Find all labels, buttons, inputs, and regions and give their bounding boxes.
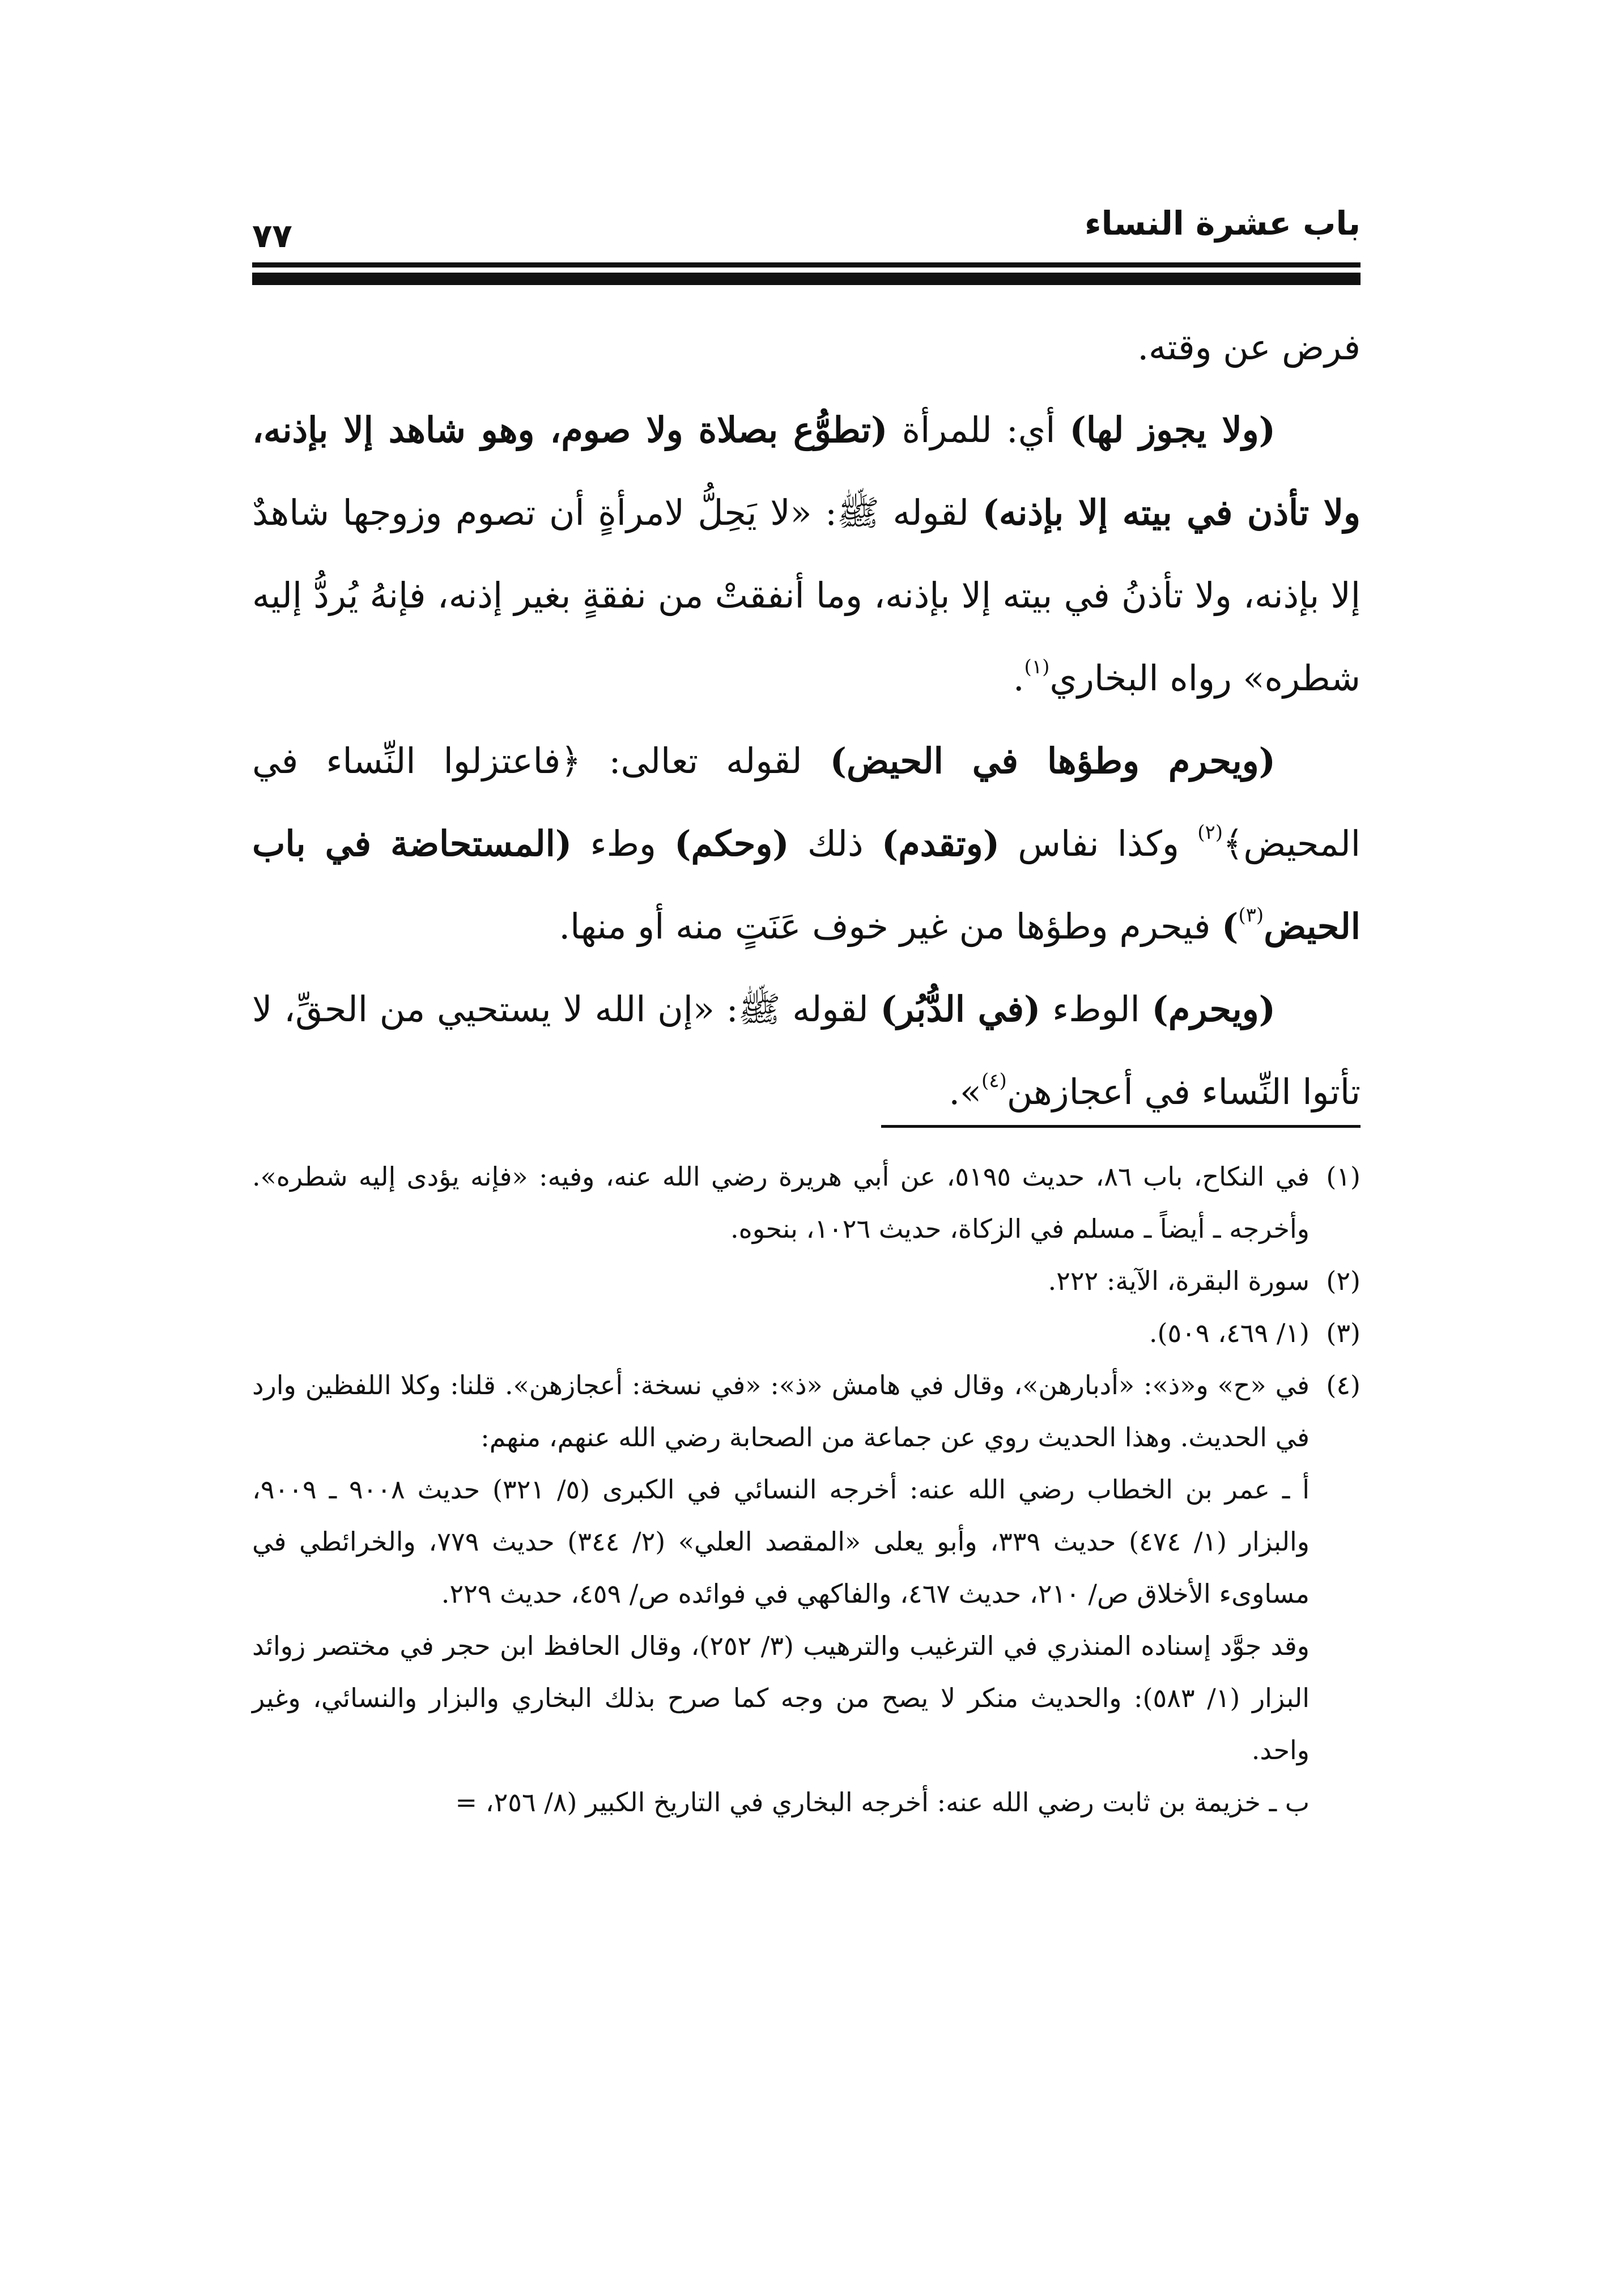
- footnote-text: (١/ ٤٦٩، ٥٠٩).: [1149, 1318, 1310, 1348]
- commentary-text: أي: للمرأة: [887, 409, 1070, 451]
- paragraph-3: [252, 968, 1361, 1133]
- commentary-text: وطء: [572, 823, 675, 864]
- footnote-4-grading: وقد جوَّد إسناده المنذري في الترغيب والترهيب (٣/ ٢٥٢)، وقال الحافظ ابن حجر في مختصر زوائد البزار (١/ ٥٨٣): والحديث منكر لا يصح من وجه كما صرح بذلك البخاري والبزار والنسائي، وغير واحد.: [252, 1630, 1310, 1765]
- punctuation: .: [1013, 657, 1024, 699]
- commentary-text: لقوله تعالى: ﴿فاعتزلوا النِّساء في المحيض﴾: [252, 740, 1361, 864]
- matn-phrase: (في الدُّبُر): [880, 988, 1041, 1030]
- footnote-number: (٢): [1326, 1266, 1361, 1296]
- page-number: ٧٧: [252, 216, 292, 255]
- commentary-text: لقوله ﷺ: «لا يَحِلُّ لامرأةٍ أن تصوم وزوجها شاهدٌ إلا بإذنه، ولا تأذنُ في بيته إلا بإذنه، وما أنفقتْ من نفقةٍ بغير إذنه، فإنهُ يُردُّ إليه شطره» رواه البخاري: [252, 492, 1361, 699]
- footnote-ref: (٢): [1197, 821, 1223, 844]
- paragraph-1: [252, 389, 1361, 720]
- commentary-text: وكذا نفاس: [1000, 823, 1198, 864]
- commentary-text: الوطء: [1040, 988, 1152, 1030]
- footnote-2: [252, 1255, 1361, 1307]
- matn-phrase: (المستحاضة في باب الحيض: [252, 823, 1361, 947]
- paragraph-2: [252, 720, 1361, 968]
- matn-phrase: ): [1222, 906, 1239, 947]
- header-rule-thick: [252, 273, 1361, 285]
- footnote-ref: (٣): [1238, 904, 1264, 927]
- page-header: [252, 204, 1361, 272]
- matn-phrase: (ويحرم): [1151, 988, 1276, 1030]
- running-title: باب عشرة النساء: [1085, 204, 1361, 243]
- matn-phrase: (ولا يجوز لها): [1069, 409, 1276, 451]
- footnote-ref: (١): [1024, 656, 1050, 678]
- footnote-text: سورة البقرة، الآية: ٢٢٢.: [1048, 1266, 1310, 1296]
- footnote-ref: (٤): [981, 1069, 1007, 1092]
- commentary-text: لقوله ﷺ: «إن الله لا يستحيي من الحقِّ، لا تأتوا النِّساء في أعجازهن: [252, 988, 1361, 1112]
- footnote-number: (١): [1326, 1161, 1361, 1192]
- header-rule-thin: [252, 262, 1361, 267]
- matn-phrase: (وحكم): [674, 823, 789, 864]
- footnote-text: في النكاح، باب ٨٦، حديث ٥١٩٥، عن أبي هريرة رضي الله عنه، وفيه: «فإنه يؤدى إليه شطره». وأخرجه ـ أيضاً ـ مسلم في الزكاة، حديث ١٠٢٦، بنحوه.: [252, 1161, 1310, 1244]
- matn-phrase: (تطوُّع بصلاة ولا صوم، وهو شاهد إلا بإذنه، ولا تأذن في بيته إلا بإذنه): [252, 409, 1361, 533]
- commentary-text: ذلك: [789, 823, 882, 864]
- footnotes: [252, 1150, 1361, 1828]
- main-text: [252, 306, 1361, 1133]
- footnote-4: [252, 1359, 1361, 1463]
- punctuation: ».: [949, 1071, 981, 1112]
- footnote-3: [252, 1307, 1361, 1359]
- footnote-4-item-b: ب ـ خزيمة بن ثابت رضي الله عنه: أخرجه البخاري في التاريخ الكبير (٨/ ٢٥٦، =: [455, 1787, 1310, 1818]
- matn-phrase: (وتقدم): [881, 823, 1000, 864]
- footnote-number: (٤): [1326, 1370, 1361, 1400]
- footnote-4-item-a: أ ـ عمر بن الخطاب رضي الله عنه: أخرجه النسائي في الكبرى (٥/ ٣٢١) حديث ٩٠٠٨ ـ ٩٠٠٩، والبزار (١/ ٤٧٤) حديث ٣٣٩، وأبو يعلى «المقصد العلي» (٢/ ٣٤٤) حديث ٧٧٩، والخرائطي في مساوىء الأخلاق ص/ ٢١٠، حديث ٤٦٧، والفاكهي في فوائده ص/ ٤٥٩، حديث ٢٢٩.: [252, 1474, 1310, 1609]
- commentary-text: فيحرم وطؤها من غير خوف عَنَتٍ منه أو منها.: [559, 906, 1222, 947]
- footnote-1: [252, 1150, 1361, 1255]
- footnote-separator: [881, 1125, 1361, 1128]
- footnote-number: (٣): [1326, 1318, 1361, 1348]
- matn-phrase: (ويحرم وطؤها في الحيض): [830, 740, 1276, 782]
- footnote-text: في «ح» و«ذ»: «أدبارهن»، وقال في هامش «ذ»: «في نسخة: أعجازهن». قلنا: وكلا اللفظين وارد في الحديث. وهذا الحديث روي عن جماعة من الصحابة رضي الله عنهم، منهم:: [252, 1370, 1310, 1453]
- continuation-line: فرض عن وقته.: [1137, 326, 1361, 368]
